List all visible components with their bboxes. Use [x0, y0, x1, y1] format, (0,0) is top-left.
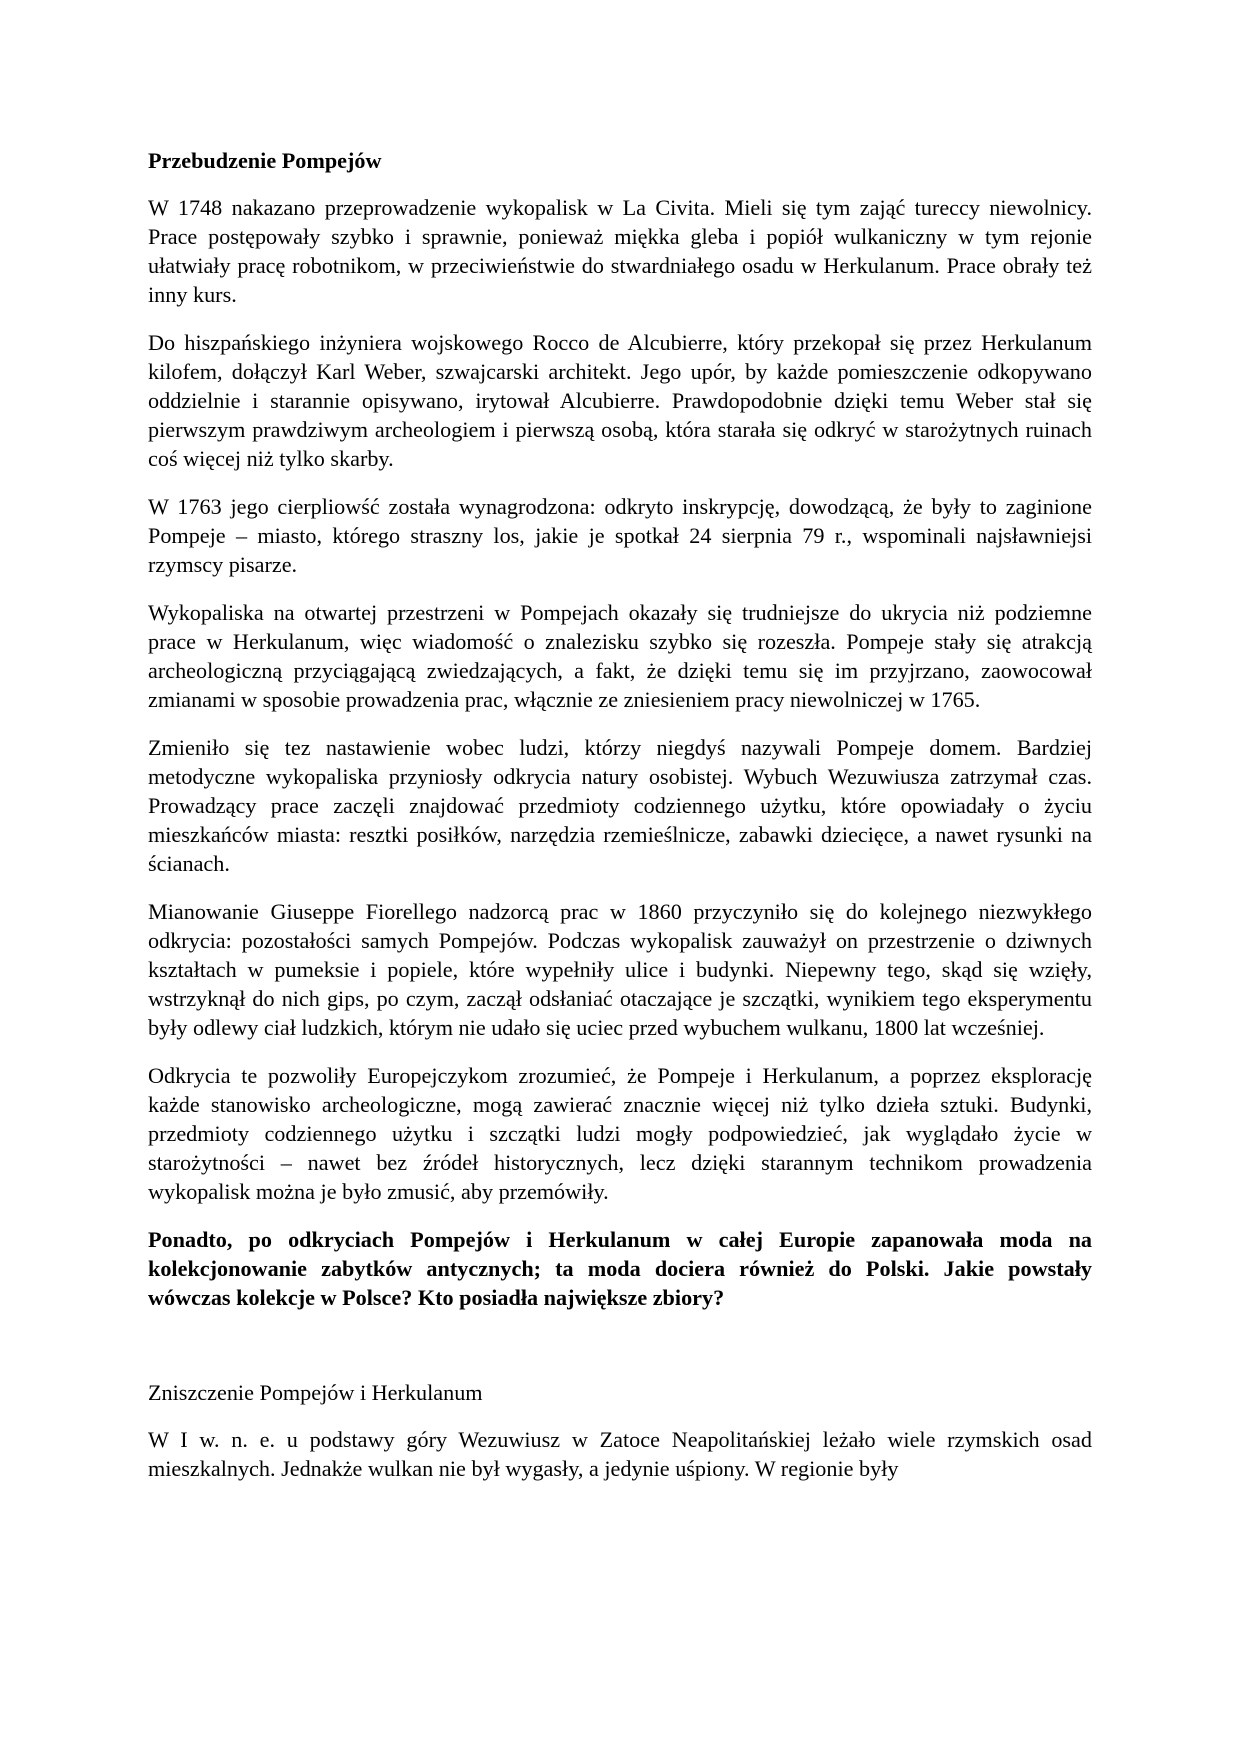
paragraph-4: Wykopaliska na otwartej przestrzeni w Pompejach okazały się trudniejsze do ukrycia niż podziemne prace w Herkulanum, więc wiadomość o znalezisku szybko się rozeszła. Pompeje stały się atrakcją archeologiczną przyciągającą zwiedzających, a fakt, że dzięki temu się im przyjrzano, zaowocował zmianami w sposobie prowadzenia prac, włącznie ze zniesieniem pracy niewolniczej w 1765.	[148, 600, 1092, 712]
paragraph-3: W 1763 jego cierpliowść została wynagrodzona: odkryto inskrypcję, dowodzącą, że były to zaginione Pompeje – miasto, którego straszny los, jakie je spotkał 24 sierpnia 79 r., wspominali najsławniejsi rzymscy pisarze.	[148, 494, 1092, 577]
paragraph-1: W 1748 nakazano przeprowadzenie wykopalisk w La Civita. Mieli się tym zająć tureccy niewolnicy. Prace postępowały szybko i sprawnie, ponieważ miękka gleba i popiół wulkaniczny w tym rejonie ułatwiały pracę robotnikom, w przeciwieństwie do stwardniałego osadu w Herkulanum. Prace obrały też inny kurs.	[148, 195, 1092, 307]
section-2-paragraph: W I w. n. e. u podstawy góry Wezuwiusz w Zatoce Neapolitańskiej leżało wiele rzymskich osad mieszkalnych. Jednakże wulkan nie był wygasły, a jedynie uśpiony. W regionie były	[148, 1427, 1092, 1481]
document-title: Przebudzenie Pompejów	[148, 148, 382, 173]
paragraph-6: Mianowanie Giuseppe Fiorellego nadzorcą prac w 1860 przyczyniło się do kolejnego niezwykłego odkrycia: pozostałości samych Pompejów. Podczas wykopalisk zauważył on przestrzenie o dziwnych kształtach w pumeksie i popiele, które wypełniły ulice i budynki. Niepewny tego, skąd się wzięły, wstrzyknął do nich gips, po czym, zaczął odsłaniać otaczające je szczątki, wynikiem tego eksperymentu były odlewy ciał ludzkich, którym nie udało się uciec przed wybuchem wulkanu, 1800 lat wcześniej.	[148, 899, 1092, 1040]
paragraph-2: Do hiszpańskiego inżyniera wojskowego Rocco de Alcubierre, który przekopał się przez Herkulanum kilofem, dołączył Karl Weber, szwajcarski architekt. Jego upór, by każde pomieszczenie odkopywano oddzielnie i starannie opisywano, irytował Alcubierre. Prawdopodobnie dzięki temu Weber stał się pierwszym prawdziwym archeologiem i pierwszą osobą, która starała się odkryć w starożytnych ruinach coś więcej niż tylko skarby.	[148, 330, 1092, 471]
paragraph-7: Odkrycia te pozwoliły Europejczykom zrozumieć, że Pompeje i Herkulanum, a poprzez eksplorację każde stanowisko archeologiczne, mogą zawierać znacznie więcej niż tylko dzieła sztuki. Budynki, przedmioty codziennego użytku i szczątki ludzi mogły podpowiedzieć, jak wyglądało życie w starożytności – nawet bez źródeł historycznych, lecz dzięki starannym technikom prowadzenia wykopalisk można je było zmusić, aby przemówiły.	[148, 1063, 1092, 1204]
paragraph-5: Zmieniło się tez nastawienie wobec ludzi, którzy niegdyś nazywali Pompeje domem. Bardziej metodyczne wykopaliska przyniosły odkrycia natury osobistej. Wybuch Wezuwiusza zatrzymał czas. Prowadzący prace zaczęli znajdować przedmioty codziennego użytku, które opowiadały o życiu mieszkańców miasta: resztki posiłków, narzędzia rzemieślnicze, zabawki dziecięce, a nawet rysunki na ścianach.	[148, 735, 1092, 876]
bold-question: Ponadto, po odkryciach Pompejów i Herkulanum w całej Europie zapanowała moda na kolekcjonowanie zabytków antycznych; ta moda dociera również do Polski. Jakie powstały wówczas kolekcje w Polsce? Kto posiadła największe zbiory?	[148, 1227, 1092, 1310]
section-2-title: Zniszczenie Pompejów i Herkulanum	[148, 1380, 483, 1405]
